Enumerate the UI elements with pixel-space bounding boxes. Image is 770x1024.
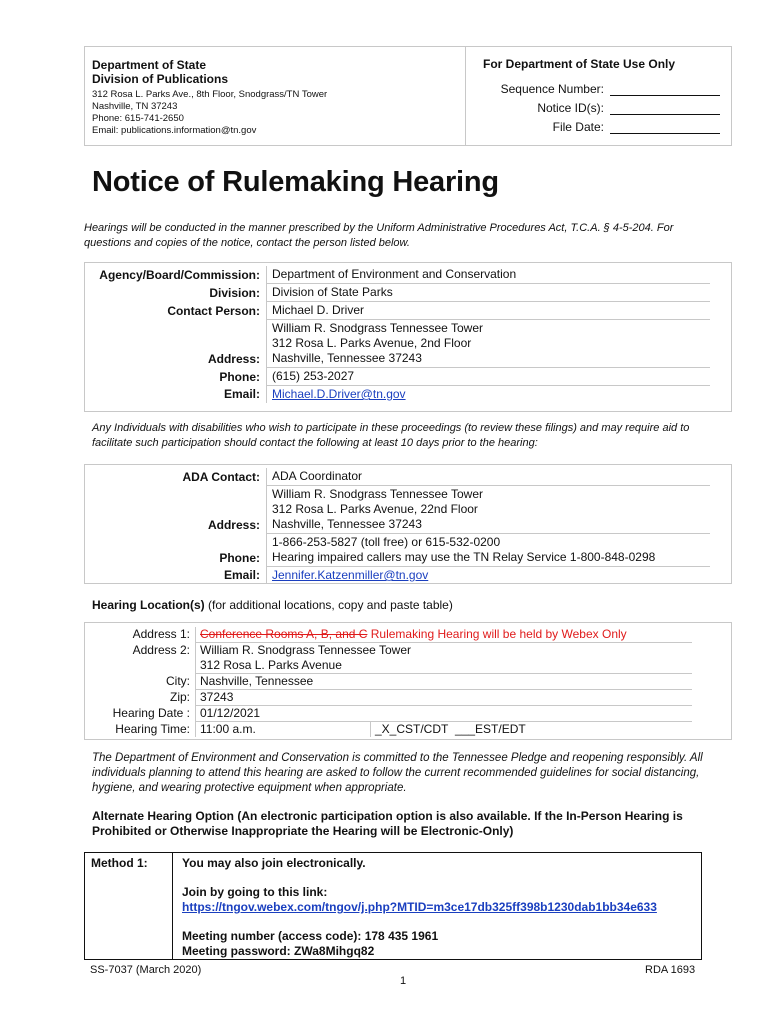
ada-email-link[interactable]: Jennifer.Katzenmiller@tn.gov <box>272 568 429 582</box>
page-title: Notice of Rulemaking Hearing <box>92 166 499 198</box>
address-label: Address: <box>207 351 260 366</box>
ada-contact-value: ADA Coordinator <box>267 468 711 486</box>
division-value: Division of State Parks <box>267 284 711 302</box>
header-phone: Phone: 615-741-2650 <box>92 113 184 124</box>
sequence-field[interactable] <box>610 83 720 96</box>
ada-phone-line2: Hearing impaired callers may use the TN Relay Service 1-800-848-0298 <box>272 550 656 564</box>
location-table <box>92 627 692 737</box>
cst-option[interactable]: _X_CST/CDT <box>375 722 449 736</box>
notice-field[interactable] <box>610 102 720 115</box>
ada-phone-line1: 1-866-253-5827 (toll free) or 615-532-0200 <box>272 535 501 549</box>
meeting-number: Meeting number (access code): 178 435 1961 <box>182 929 439 943</box>
phone-label: Phone: <box>219 369 260 384</box>
address-line1: William R. Snodgrass Tennessee Tower <box>272 321 483 335</box>
method-label: Method 1: <box>91 856 148 870</box>
address1-new: Rulemaking Hearing will be held by Webex Only <box>367 627 627 641</box>
dept-name: Department of State <box>92 58 207 72</box>
webex-link[interactable]: https://tngov.webex.com/tngov/j.php?MTID=m3ce17db325ff398b1230dab1bb34e633 <box>182 900 657 914</box>
agency-value: Department of Environment and Conservation <box>267 266 711 284</box>
ada-address-label: Address: <box>207 517 260 532</box>
email-label: Email: <box>223 387 260 401</box>
method-divider <box>172 852 173 960</box>
address-value <box>267 320 711 368</box>
est-option[interactable]: ___EST/EDT <box>455 722 526 736</box>
header-divider <box>465 46 466 146</box>
header-city: Nashville, TN 37243 <box>92 101 178 112</box>
hearing-location-title: Hearing Location(s) <box>92 598 205 612</box>
pledge-text: The Department of Environment and Conservation is committed to the Tennessee Pledge and reopening responsibly. All individuals planning to attend this hearing are asked to follow the current recommended guidelines for social distancing, hygiene, and wearing protective equipment when appropriate. <box>92 752 703 794</box>
ada-table <box>86 468 710 584</box>
header-left <box>92 58 327 137</box>
time-value: 11:00 a.m. <box>200 722 256 736</box>
file-date-label: File Date: <box>552 120 604 134</box>
date-label: Hearing Date : <box>92 706 196 722</box>
city-label: City: <box>92 674 196 690</box>
sequence-label: Sequence Number: <box>500 82 604 96</box>
contact-email-link[interactable]: Michael.D.Driver@tn.gov <box>272 387 406 401</box>
method-line2: Join by going to this link: <box>182 885 328 899</box>
contact-value: Michael D. Driver <box>267 302 711 320</box>
footer-rda: RDA 1693 <box>645 964 696 976</box>
ada-address-line3: Nashville, Tennessee 37243 <box>272 517 422 531</box>
date-value: 01/12/2021 <box>196 706 693 722</box>
footer-page-number: 1 <box>400 975 407 987</box>
contact-label: Contact Person: <box>167 303 260 318</box>
ada-phone-label: Phone: <box>219 550 260 565</box>
agency-table <box>86 266 710 403</box>
address-line3: Nashville, Tennessee 37243 <box>272 351 422 365</box>
address2-line1: William R. Snodgrass Tennessee Tower <box>200 643 411 657</box>
meeting-password: Meeting password: ZWa8Mihgq82 <box>182 944 375 958</box>
address-line2: 312 Rosa L. Parks Avenue, 2nd Floor <box>272 336 472 350</box>
agency-label: Agency/Board/Commission: <box>99 267 260 282</box>
notice-label: Notice ID(s): <box>537 101 604 115</box>
address2-label: Address 2: <box>92 643 196 674</box>
division-label: Division: <box>209 285 260 300</box>
footer-form: SS-7037 (March 2020) <box>90 964 202 976</box>
alternate-option: Alternate Hearing Option (An electronic participation option is also available. If the In-Person Hearing is Prohibited or Otherwise Inappropriate the Hearing will be Electronic-Only) <box>92 809 683 838</box>
ada-contact-label: ADA Contact: <box>182 469 260 484</box>
zip-value: 37243 <box>196 690 693 706</box>
header-address: 312 Rosa L. Parks Ave., 8th Floor, Snodgrass/TN Tower <box>92 89 328 100</box>
method-line1: You may also join electronically. <box>182 856 366 870</box>
address2-line2: 312 Rosa L. Parks Avenue <box>200 658 342 672</box>
use-only-label: For Department of State Use Only <box>483 57 676 71</box>
intro-text: Hearings will be conducted in the manner prescribed by the Uniform Administrative Procedures Act, T.C.A. § 4-5-204. For questions and copies of the notice, contact the person listed below. <box>84 222 674 249</box>
division-name: Division of Publications <box>92 72 229 86</box>
address1-label: Address 1: <box>92 627 196 643</box>
phone-value: (615) 253-2027 <box>267 368 711 386</box>
header-email: Email: publications.information@tn.gov <box>92 125 257 136</box>
file-date-row <box>470 120 720 134</box>
city-value: Nashville, Tennessee <box>196 674 693 690</box>
zip-label: Zip: <box>92 690 196 706</box>
sequence-row <box>470 82 720 96</box>
disability-note: Any Individuals with disabilities who wish to participate in these proceedings (to review these filings) and may require aid to facilitate such participation should contact the following at least 10 days prior to the hearing: <box>92 422 690 449</box>
hearing-location-note: (for additional locations, copy and paste table) <box>204 598 453 612</box>
time-label: Hearing Time: <box>92 722 196 738</box>
ada-address-line2: 312 Rosa L. Parks Avenue, 22nd Floor <box>272 502 478 516</box>
notice-row <box>470 101 720 115</box>
hearing-location-heading <box>92 598 453 612</box>
address1-struck: Conference Rooms A, B, and C <box>200 627 368 641</box>
ada-address-line1: William R. Snodgrass Tennessee Tower <box>272 487 483 501</box>
ada-email-label: Email: <box>223 568 260 582</box>
file-date-field[interactable] <box>610 121 720 134</box>
method-content <box>182 856 697 959</box>
